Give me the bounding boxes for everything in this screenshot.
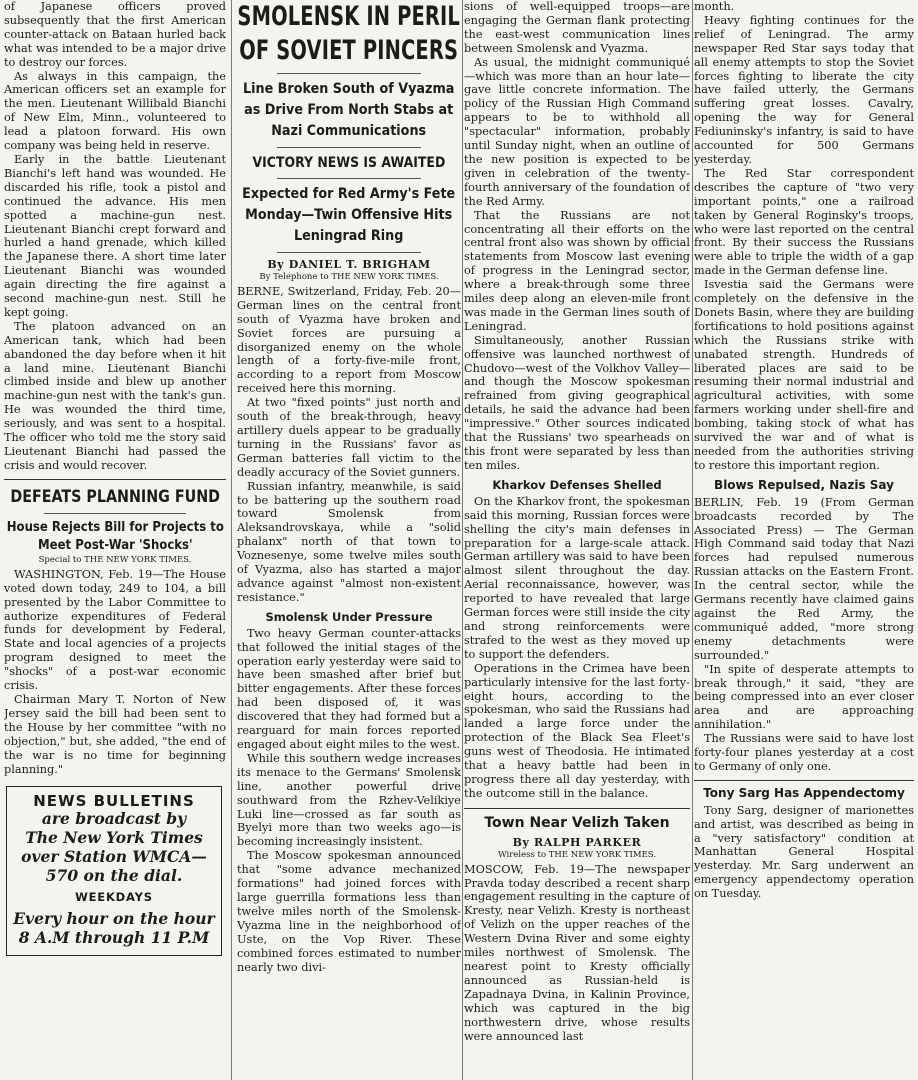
- divider: [277, 73, 421, 74]
- subheadline: Tony Sarg Has Appendectomy: [694, 780, 914, 801]
- paragraph: Heavy fighting continues for the relief of Leningrad. The army newspaper Red Star says today that all enemy attempts to stop the Soviet forces fighting to liberate the city have failed utterly, the Germans suffering great losses. Cavalry, opening the way for General Fediuninsky's infantry, is said to have accounted for 500 Germans yesterday.: [694, 13, 914, 166]
- box-title: NEWS BULLETINS: [33, 792, 195, 811]
- paragraph: BERNE, Switzerland, Friday, Feb. 20—German lines on the central front south of Vyazma have broken and Soviet forces are pursuing a disorganized enemy on the whole length of a forty-five-mile front, according to a report from Moscow received here this morning.: [237, 284, 461, 396]
- box-line: 570 on the dial.: [45, 866, 183, 886]
- wire-credit: Special to THE NEW YORK TIMES.: [38, 554, 192, 565]
- box-line: over Station WMCA—: [21, 847, 207, 867]
- headline: Town Near Velizh Taken: [464, 808, 690, 832]
- column-1: [4, 0, 226, 1080]
- paragraph: Chairman Mary T. Norton of New Jersey said the bill had been sent to the House by her committee "with no objection," but, she added, "the end of the war is no time for beginning planning.": [4, 692, 226, 776]
- paragraph: The Moscow spokesman announced that "some advance mechanized formations" had joined forces with large guerrilla formations less than twelve miles north of the Smolensk-Vyazma line in the neighborhood of Uste, on the Vop River. These combined forces estimated to number nearly two divi-: [237, 849, 461, 974]
- paragraph: MOSCOW, Feb. 19—The newspaper Pravda today described a recent sharp engagement resulting in the capture of Kresty, near Velizh. Kresty is northeast of Velizh on the upper reaches of the Western Dvina River and some eighty miles northwest of Smolensk. The nearest point to Kresty officially announced as Russian-held is Zapadnaya Dvina, in Kalinin Province, which was captured in the big northwestern drive, whose results were announced last: [464, 862, 690, 1043]
- paragraph: BERLIN, Feb. 19 (From German broadcasts recorded by The Associated Press) — The German High Command said today that Nazi forces had repulsed numerous Russian attacks on the Eastern Front. In the central sector, while the Germans recently have claimed gains against the Red Army, the communiqué added, "more strong enemy detachments were surrounded.": [694, 495, 914, 662]
- divider: [277, 147, 421, 148]
- byline: By RALPH PARKER: [512, 835, 642, 849]
- paragraph: Simultaneously, another Russian offensive was launched northwest of Chudovo—west of the Volkhov Valley—and though the Moscow spokesman refrained from giving geographical details, he said the advance had been "impressive." Other sources indicated that the Russians' two spearheads on this front were separated by less than ten miles.: [464, 333, 690, 472]
- divider: [277, 252, 421, 253]
- paragraph: The Russians were said to have lost forty-four planes yesterday at a cost to Germany of only one.: [694, 732, 914, 773]
- subheadline: House Rejects Bill for Projects to Meet Post-War 'Shocks': [6, 519, 224, 553]
- section-rule: [4, 479, 226, 480]
- column-2: [237, 0, 461, 1080]
- divider: [44, 513, 186, 514]
- paragraph: month.: [694, 0, 735, 13]
- box-line: The New York Times: [25, 828, 203, 848]
- paragraph: As always in this campaign, the American officers set an example for the men. Lieutenant Willibald Bianchi of New Elm, Minn., volunteered to lead a platoon forward. His own company was being held in reserve.: [4, 69, 226, 153]
- deck-2: VICTORY NEWS IS AWAITED: [252, 155, 446, 171]
- box-weekdays: WEEKDAYS: [75, 890, 153, 905]
- headline: DEFEATS PLANNING FUND: [10, 486, 220, 507]
- column-rule: [692, 0, 693, 1080]
- column-rule: [462, 0, 463, 1080]
- paragraph: WASHINGTON, Feb. 19—The House voted down today, 249 to 104, a bill presented by the Labor Committee to authorize expenditures of Federal funds for development by Federal, State and local agencies of a projects program designed to meet the "shocks" of a post-war economic crisis.: [4, 567, 226, 693]
- column-4: [694, 0, 914, 1080]
- divider: [277, 178, 421, 179]
- deck-1: Line Broken South of Vyazma as Drive From North Stabs at Nazi Communications: [243, 81, 455, 139]
- paragraph: Early in the battle Lieutenant Bianchi's left hand was wounded. He discarded his rifle, took a pistol and continued the advance. His men spotted a machine-gun nest. Lieutenant Bianchi crept forward and hurled a hand grenade, which killed the Japanese there. A short time later Lieutenant Bianchi was wounded again directing the fire against a second machine-gun nest. Still he kept going.: [4, 152, 226, 319]
- wire-credit: Wireless to THE NEW YORK TIMES.: [497, 849, 657, 860]
- subheadline: Blows Repulsed, Nazis Say: [714, 477, 894, 492]
- box-line: 8 A.M through 11 P.M: [18, 928, 210, 948]
- news-bulletins-box: [6, 786, 222, 956]
- bataan-story: [4, 0, 226, 473]
- paragraph: On the Kharkov front, the spokesman said this morning, Russian forces were shelling the city's main defenses in preparation for a large-scale attack. German artillery was said to have been almost silent throughout the day. Aerial reconnaissance, however, was reported to have revealed that large German forces were still inside the city and strong reinforcements were strafed to the west as they moved up to support the defenders.: [464, 494, 690, 661]
- paragraph: At two "fixed points" just north and south of the break-through, heavy artillery duels appear to be gradually turning in the Russians' favor as German batteries fall victim to the deadly accuracy of the Soviet gunners.: [237, 396, 461, 479]
- paragraph: Two heavy German counter-attacks that followed the initial stages of the operation early yesterday were said to have been smashed after brief but bitter engagements. After these forces had been disposed of, it was discovered that they had formed but a rearguard for main forces reported engaged about eight miles to the west.: [237, 626, 461, 751]
- subhead: Smolensk Under Pressure: [265, 609, 433, 624]
- subhead: Kharkov Defenses Shelled: [492, 477, 662, 492]
- column-rule: [231, 0, 232, 1080]
- paragraph: Isvestia said the Germans were completely on the defensive in the Donets Basin, where they are building fortifications to hold positions against which the Russians strike with unabated strength. Hundreds of liberated places are said to be resuming their normal industrial and agricultural activities, with some farmers working under shell-fire and bombing, taking stock of what has survived the war and of what is needed from the authorities striving to restore this important region.: [694, 278, 914, 472]
- column-3: [464, 0, 690, 1080]
- planning-fund-story: [4, 486, 226, 777]
- deck-3: Expected for Red Army's Fete Monday—Twin Offensive Hits Leningrad Ring: [242, 186, 456, 244]
- main-headline: SMOLENSK IN PERIL OF SOVIET PINCERS: [237, 1, 461, 66]
- paragraph: of Japanese officers proved subsequently that the first American counter-attack on Bataan hurled back what was intended to be a major drive to destroy our forces.: [4, 0, 226, 69]
- wire-credit: By Telephone to THE NEW YORK TIMES.: [259, 271, 439, 282]
- paragraph: Russian infantry, meanwhile, is said to be battering up the southern road toward Smolensk from Aleksandrovskaya, while a "solid phalanx" north of that town to Voznesenye, some twelve miles south of Vyazma, also has started a major advance against "almost non-existent resistance.": [237, 479, 461, 604]
- box-line: are broadcast by: [41, 809, 187, 829]
- paragraph: sions of well-equipped troops—are engaging the German flank protecting the east-west communication lines between Smolensk and Vyazma.: [464, 0, 690, 55]
- paragraph: The platoon advanced on an American tank, which had been abandoned the day before when it hit a land mine. Lieutenant Bianchi climbed inside and blew up another machine-gun nest with the tank's gun. He was wounded the third time, seriously, and was sent to a hospital. The officer who told me the story said Lieutenant Bianchi had passed the crisis and would recover.: [4, 319, 226, 472]
- paragraph: That the Russians are not concentrating all their efforts on the central front also was shown by official statements from Moscow last evening of progress in the Leningrad sector, where a break-through some three miles deep along an eleven-mile front was made in the German lines south of Leningrad.: [464, 208, 690, 333]
- byline: By DANIEL T. BRIGHAM: [267, 258, 431, 271]
- paragraph: While this southern wedge increases its menace to the Germans' Smolensk line, another powerful drive southward from the Rzhev-Velikiye Luki line—crossed as far south as Byelyi more than two weeks ago—is becoming increasingly insistent.: [237, 751, 461, 849]
- paragraph: Operations in the Crimea have been particularly intensive for the last forty-eight hours, according to the spokesman, who said the Russians had landed a large force under the protection of the Black Sea Fleet's guns west of Theodosia. He intimated that a heavy battle had been in progress there all day yesterday, with the outcome still in the balance.: [464, 661, 690, 800]
- box-line: Every hour on the hour: [13, 909, 215, 929]
- paragraph: The Red Star correspondent describes the capture of "two very important points," one a railroad taken by General Roginsky's troops, who were last reported on the central front. By their success the Russians were able to triple the width of a gap made in the German defense line.: [694, 166, 914, 278]
- paragraph: Tony Sarg, designer of marionettes and artist, was described as being in a "very satisfactory" condition at Manhattan General Hospital yesterday. Mr. Sarg underwent an emergency appendectomy operation on Tuesday.: [694, 803, 914, 901]
- paragraph: As usual, the midnight communiqué—which was more than an hour late—gave little concrete information. The policy of the Russian High Command appears to be to withhold all "spectacular" information, probably until Sunday night, when an outline of the new position is expected to be given in celebration of the twenty-fourth anniversary of the foundation of the Red Army.: [464, 55, 690, 208]
- paragraph: "In spite of desperate attempts to break through," it said, "they are being compressed into an ever closer area and are approaching annihilation.": [694, 662, 914, 732]
